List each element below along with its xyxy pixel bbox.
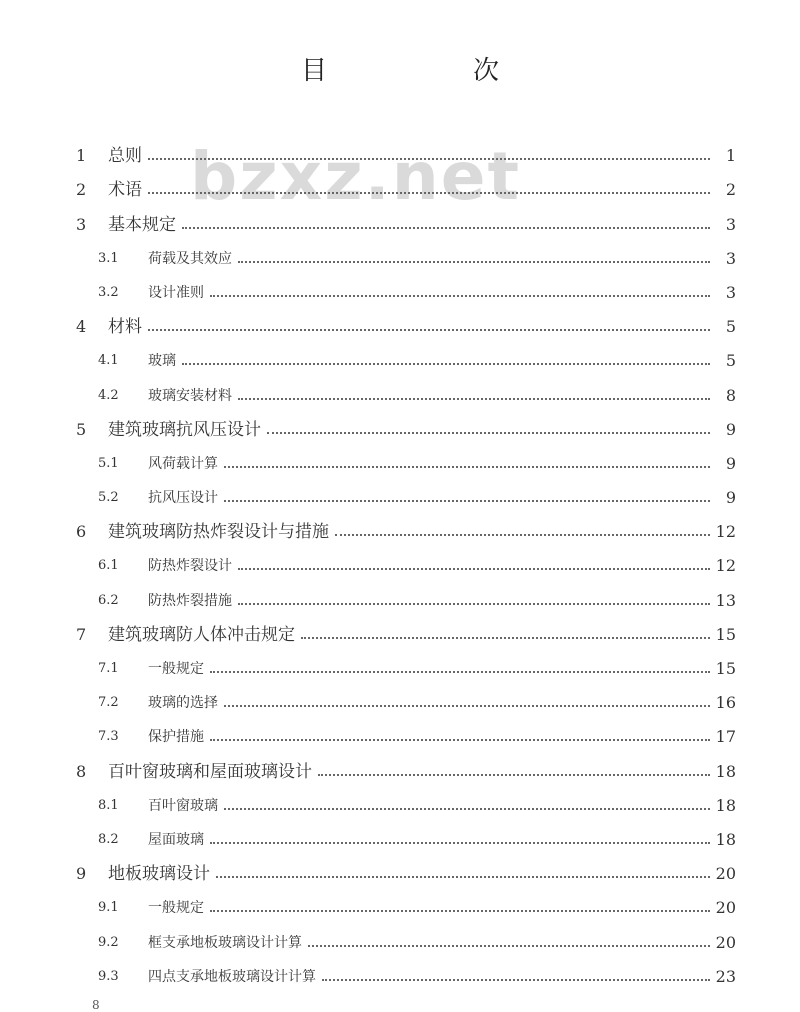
- dot-leader: [224, 466, 710, 468]
- toc-entry-page: 16: [715, 693, 736, 713]
- toc-entry-number: 4.1: [98, 353, 119, 369]
- toc-entry-title: 玻璃: [148, 353, 176, 370]
- toc-section-entry[interactable]: [76, 713, 736, 747]
- toc-entry-title: 四点支承地板玻璃设计计算: [148, 968, 316, 985]
- dot-leader: [210, 842, 710, 844]
- toc-chapter-entry[interactable]: [76, 747, 736, 781]
- toc-entry-number: 7.2: [98, 695, 119, 711]
- toc-entry-number: 9.2: [98, 934, 119, 950]
- toc-entry-number: 5.2: [98, 490, 119, 506]
- toc-chapter-entry[interactable]: [76, 200, 736, 234]
- toc-entry-number: 1: [76, 146, 87, 166]
- dot-leader: [308, 945, 710, 947]
- toc-section-entry[interactable]: [76, 816, 736, 850]
- toc-section-entry[interactable]: [76, 576, 736, 610]
- toc-entry-number: 2: [76, 180, 87, 200]
- toc-section-entry[interactable]: [76, 542, 736, 576]
- toc-entry-title: 风荷载计算: [148, 455, 218, 472]
- toc-entry-number: 8: [76, 761, 87, 781]
- toc-entry-number: 4: [76, 317, 87, 337]
- dot-leader: [148, 158, 710, 160]
- toc-entry-title: 百叶窗玻璃和屋面玻璃设计: [108, 761, 312, 782]
- toc-entry-title: 建筑玻璃防热炸裂设计与措施: [108, 522, 329, 543]
- toc-entry-title: 建筑玻璃防人体冲击规定: [108, 624, 295, 645]
- toc-section-entry[interactable]: [76, 371, 736, 405]
- toc-entry-title: 基本规定: [108, 214, 176, 235]
- toc-entry-number: 9.3: [98, 968, 119, 984]
- toc-section-entry[interactable]: [76, 440, 736, 474]
- dot-leader: [224, 500, 710, 502]
- toc-entry-title: 建筑玻璃抗风压设计: [108, 419, 261, 440]
- toc-section-entry[interactable]: [76, 235, 736, 269]
- toc-entry-number: 9: [76, 864, 87, 884]
- dot-leader: [224, 808, 710, 810]
- toc-entry-title: 屋面玻璃: [148, 831, 204, 848]
- toc-entry-title: 一般规定: [148, 900, 204, 917]
- toc-entry-number: 3.1: [98, 250, 119, 266]
- dot-leader: [335, 534, 710, 536]
- toc-chapter-entry[interactable]: [76, 611, 736, 645]
- toc-entry-title: 设计准则: [148, 284, 204, 301]
- toc-entry-number: 8.2: [98, 831, 119, 847]
- toc-chapter-entry[interactable]: [76, 132, 736, 166]
- toc-entry-page: 18: [715, 795, 736, 815]
- dot-leader: [224, 705, 710, 707]
- toc-entry-number: 8.1: [98, 797, 119, 813]
- toc-section-entry[interactable]: [76, 269, 736, 303]
- dot-leader: [238, 568, 710, 570]
- page-title: 目 次: [300, 56, 559, 86]
- toc-entry-page: 2: [725, 180, 736, 200]
- toc-entry-title: 总则: [108, 146, 142, 167]
- toc-section-entry[interactable]: [76, 337, 736, 371]
- toc-entry-number: 6.1: [98, 558, 119, 574]
- toc-entry-page: 3: [725, 214, 736, 234]
- toc-section-entry[interactable]: [76, 474, 736, 508]
- toc-entry-number: 3: [76, 214, 87, 234]
- table-of-contents: [76, 132, 736, 987]
- toc-entry-title: 荷载及其效应: [148, 250, 232, 267]
- toc-entry-page: 1: [725, 146, 736, 166]
- toc-entry-title: 材料: [108, 317, 142, 338]
- toc-entry-page: 9: [725, 453, 736, 473]
- toc-entry-title: 框支承地板玻璃设计计算: [148, 934, 302, 951]
- toc-chapter-entry[interactable]: [76, 303, 736, 337]
- toc-entry-page: 18: [715, 829, 736, 849]
- toc-entry-page: 3: [725, 248, 736, 268]
- toc-entry-title: 防热炸裂措施: [148, 592, 232, 609]
- toc-entry-number: 5: [76, 419, 87, 439]
- toc-entry-number: 3.2: [98, 284, 119, 300]
- toc-section-entry[interactable]: [76, 884, 736, 918]
- toc-entry-title: 百叶窗玻璃: [148, 797, 218, 814]
- toc-entry-number: 4.2: [98, 387, 119, 403]
- dot-leader: [318, 774, 710, 776]
- toc-entry-page: 9: [725, 419, 736, 439]
- toc-section-entry[interactable]: [76, 645, 736, 679]
- watermark: bzxz.net: [190, 138, 522, 215]
- dot-leader: [238, 603, 710, 605]
- dot-leader: [216, 876, 710, 878]
- dot-leader: [267, 432, 710, 434]
- toc-entry-number: 6.2: [98, 592, 119, 608]
- dot-leader: [182, 363, 710, 365]
- toc-section-entry[interactable]: [76, 918, 736, 952]
- toc-entry-title: 保护措施: [148, 729, 204, 746]
- toc-entry-page: 5: [725, 351, 736, 371]
- page-number: 8: [92, 998, 100, 1012]
- dot-leader: [238, 261, 710, 263]
- dot-leader: [148, 192, 710, 194]
- toc-entry-page: 12: [715, 556, 736, 576]
- toc-entry-page: 20: [715, 932, 736, 952]
- toc-entry-page: 15: [715, 624, 736, 644]
- dot-leader: [210, 295, 710, 297]
- toc-entry-title: 抗风压设计: [148, 490, 218, 507]
- dot-leader: [238, 398, 710, 400]
- toc-entry-number: 9.1: [98, 900, 119, 916]
- toc-entry-page: 3: [725, 282, 736, 302]
- toc-entry-page: 18: [715, 761, 736, 781]
- toc-entry-title: 地板玻璃设计: [108, 864, 210, 885]
- toc-chapter-entry[interactable]: [76, 508, 736, 542]
- toc-entry-page: 9: [725, 488, 736, 508]
- toc-entry-number: 7.3: [98, 729, 119, 745]
- toc-entry-number: 7.1: [98, 661, 119, 676]
- toc-section-entry[interactable]: [76, 679, 736, 713]
- toc-section-entry[interactable]: [76, 782, 736, 816]
- toc-entry-title: 术语: [108, 180, 142, 201]
- dot-leader: [301, 637, 710, 639]
- dot-leader: [210, 671, 710, 673]
- toc-chapter-entry[interactable]: [76, 850, 736, 884]
- dot-leader: [210, 910, 710, 912]
- toc-entry-number: 6: [76, 522, 87, 542]
- toc-entry-page: 13: [715, 590, 736, 610]
- toc-entry-page: 20: [715, 898, 736, 918]
- toc-entry-title: 一般规定: [148, 661, 204, 677]
- dot-leader: [182, 227, 710, 229]
- toc-entry-number: 7: [76, 624, 87, 644]
- toc-entry-page: 23: [715, 966, 736, 986]
- toc-entry-page: 5: [725, 317, 736, 337]
- toc-entry-page: 20: [715, 864, 736, 884]
- dot-leader: [210, 739, 710, 741]
- dot-leader: [322, 979, 710, 981]
- toc-chapter-entry[interactable]: [76, 166, 736, 200]
- toc-entry-page: 15: [715, 659, 736, 678]
- toc-entry-number: 5.1: [98, 455, 119, 471]
- toc-entry-page: 17: [715, 727, 736, 747]
- toc-chapter-entry[interactable]: [76, 406, 736, 440]
- toc-section-entry[interactable]: [76, 953, 736, 987]
- dot-leader: [148, 329, 710, 331]
- toc-entry-title: 玻璃安装材料: [148, 387, 232, 404]
- toc-entry-title: 玻璃的选择: [148, 695, 218, 712]
- toc-entry-title: 防热炸裂设计: [148, 558, 232, 575]
- toc-entry-page: 12: [715, 522, 736, 542]
- toc-entry-page: 8: [725, 385, 736, 405]
